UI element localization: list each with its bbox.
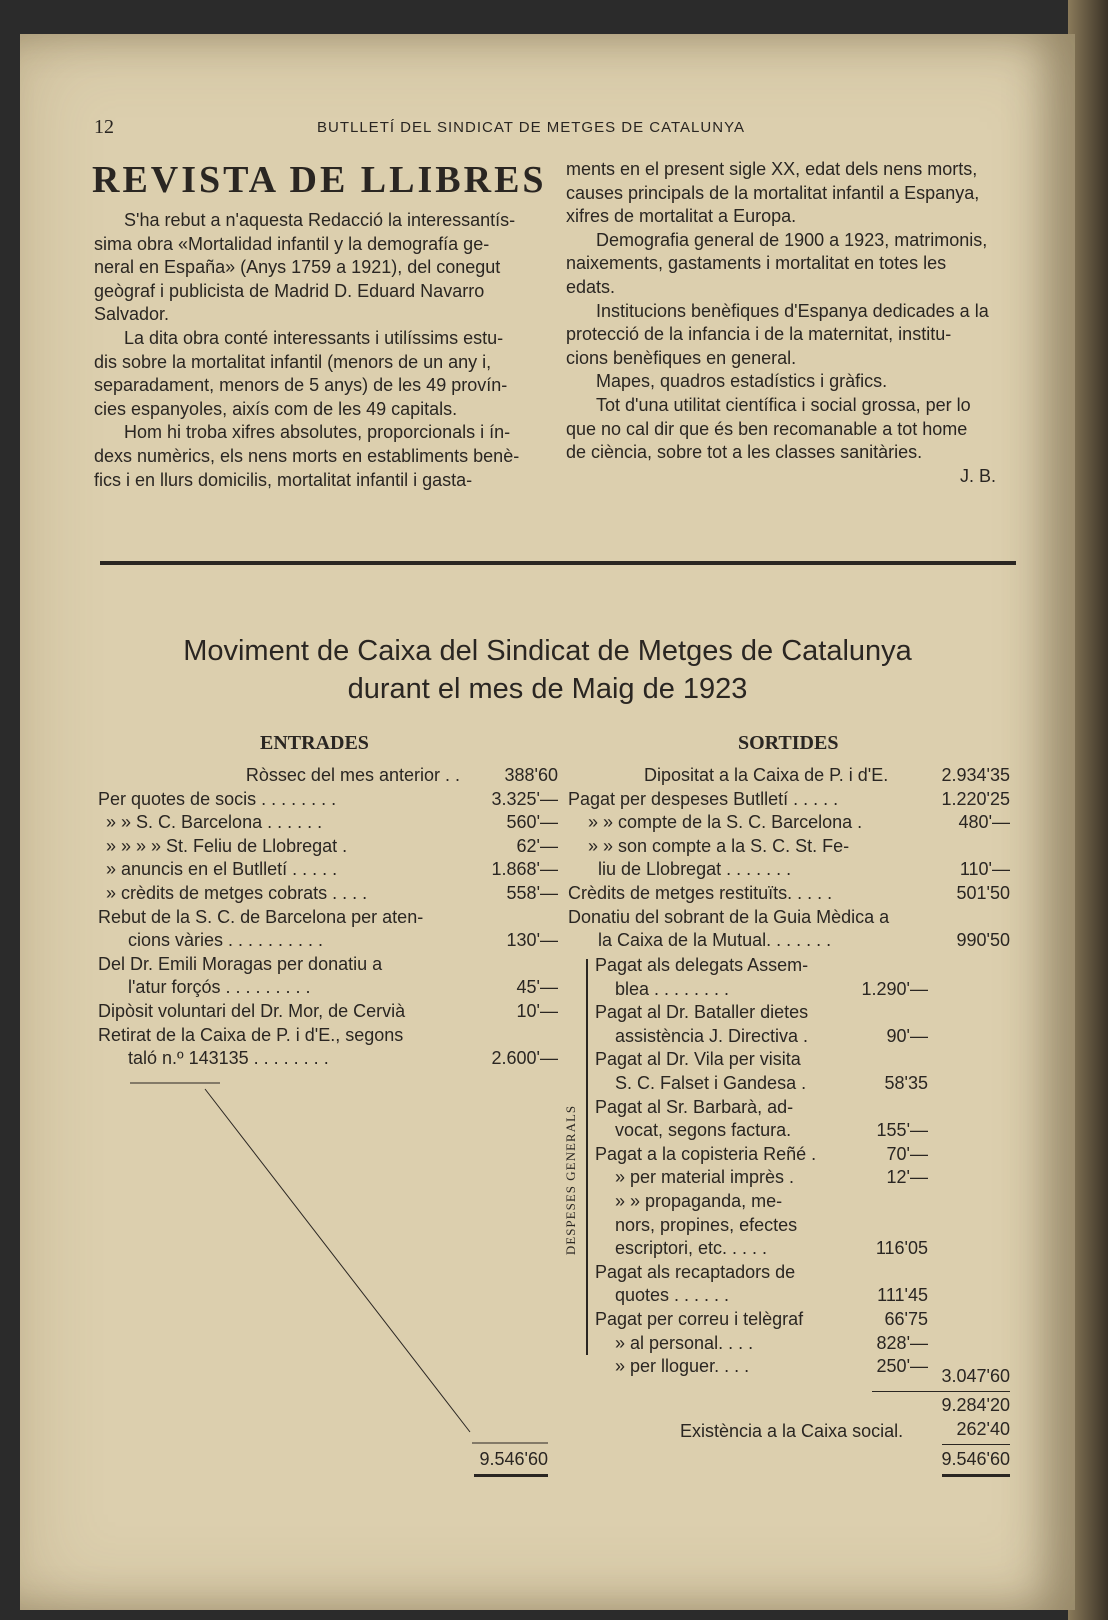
ledger-amount (852, 1261, 928, 1285)
ledger-label: vocat, segons factura. (615, 1120, 792, 1141)
ledger-label: Del Dr. Emili Moragas per donatiu a (98, 953, 383, 974)
ledger-label: assistència J. Directiva . (615, 1025, 809, 1046)
ledger-label: quotes . . . . . . (615, 1285, 730, 1306)
ledger-label: la Caixa de la Mutual. . . . . . . (598, 930, 832, 951)
income-heading: ENTRADES (260, 732, 369, 754)
ledger-label: Dipòsit voluntari del Dr. Mor, de Cervià (98, 1000, 406, 1021)
expense-subtotal: 9.284'20 (941, 1395, 1010, 1415)
ledger-amount: 558'— (506, 882, 558, 903)
ledger-row (595, 1119, 928, 1143)
ledger-row (595, 1261, 928, 1285)
ledger-row (595, 1332, 928, 1356)
ledger-row (595, 1237, 928, 1261)
review-line: S'ha rebut a n'aquesta Redacció la interessantís- (124, 210, 516, 230)
ledger-amount: 58'35 (884, 1072, 928, 1093)
ledger-row (595, 1166, 928, 1190)
ledger-amount: 828'— (876, 1332, 928, 1353)
ledger-label: Pagat al Dr. Vila per visita (595, 1049, 801, 1070)
ledger-amount: 1.220'25 (941, 788, 1010, 809)
expense-table (568, 764, 1010, 953)
ledger-label: Pagat per despeses Butlletí . . . . . (568, 788, 839, 809)
ledger-amount: 501'50 (956, 882, 1010, 903)
ledger-amount: 1.868'— (491, 859, 558, 880)
ledger-row (595, 978, 928, 1002)
ledger-row (568, 906, 1010, 930)
ledger-row (595, 1048, 928, 1072)
ledger-amount: 70'— (886, 1143, 928, 1164)
review-line: Mapes, quadros estadístics i gràfics. (596, 371, 888, 392)
existence-label: Existència a la Caixa social. (680, 1421, 904, 1441)
income-total: 9.546'60 (479, 1449, 548, 1469)
ledger-amount: 111'45 (877, 1285, 928, 1306)
ledger-row (568, 835, 1010, 859)
review-line: naixements, gastaments i mortalitat en totes les (566, 253, 947, 274)
ledger-label: Pagat per correu i telègraf (595, 1308, 804, 1329)
general-expenses-table (595, 954, 928, 1379)
ledger-amount: 2.934'35 (941, 765, 1010, 785)
ledger-label: Pagat al Dr. Bataller dietes (595, 1002, 809, 1023)
ledger-row (595, 1190, 928, 1214)
review-line: fics i en llurs domicilis, mortalitat infantil i gasta- (94, 469, 473, 490)
general-total-underline (872, 1391, 1010, 1392)
ledger-amount (852, 954, 928, 978)
running-title: BUTLLETÍ DEL SINDICAT DE METGES DE CATALUNYA (317, 119, 745, 136)
ledger-label: blea . . . . . . . . (615, 978, 730, 999)
ledger-amount: 110'— (959, 859, 1010, 880)
ledger-label: cions vàries . . . . . . . . . . (128, 930, 324, 951)
ledger-amount (852, 1214, 928, 1238)
ledger-amount: 10'— (516, 1000, 558, 1021)
review-line: cions benèfiques en general. (566, 347, 797, 368)
review-line: neral en España» (Anys 1759 a 1921), del conegut (94, 257, 501, 278)
ledger-amount: 62'— (516, 835, 558, 856)
cash-title-line: durant el mes de Maig de 1923 (347, 673, 748, 705)
ledger-amount: 66'75 (884, 1308, 928, 1329)
ledger-amount: 116'05 (875, 1238, 928, 1259)
review-line: edats. (566, 276, 616, 297)
ledger-amount: 12'— (886, 1167, 928, 1188)
ledger-amount (934, 906, 1010, 930)
review-line: separadament, menors de 5 anys) de les 49 provín- (94, 375, 508, 396)
ledger-row (595, 1214, 928, 1238)
general-expenses-total: 3.047'60 (941, 1366, 1010, 1386)
review-line: xifres de mortalitat a Europa. (566, 206, 797, 227)
ledger-label: » » » » St. Feliu de Llobregat . (106, 835, 348, 856)
ledger-row (595, 954, 928, 978)
expense-heading: SORTIDES (738, 732, 839, 754)
ledger-amount: 388'60 (504, 765, 558, 785)
ledger-label: Per quotes de socis . . . . . . . . (98, 788, 337, 809)
page (20, 34, 1075, 1610)
ledger-label: escriptori, etc. . . . . (615, 1238, 768, 1259)
ledger-row (568, 811, 1010, 835)
ledger-row (595, 1025, 928, 1049)
ledger-amount: 1.290'— (861, 978, 928, 999)
ledger-amount (852, 1190, 928, 1214)
review-line: Salvador. (94, 304, 170, 325)
ledger-label: » per lloguer. . . . (615, 1356, 750, 1377)
ledger-label: taló n.º 143135 . . . . . . . . (128, 1048, 329, 1069)
ledger-label: Donatiu del sobrant de la Guia Mèdica a (568, 906, 890, 927)
ledger-label: » » compte de la S. C. Barcelona . (588, 812, 863, 833)
ledger-label: Retirat de la Caixa de P. i d'E., segons (98, 1024, 404, 1045)
review-line: protecció de la infancia i de la maternitat, institu- (566, 324, 952, 345)
ledger-label: » al personal. . . . (615, 1332, 754, 1353)
expense-total: 9.546'60 (941, 1449, 1010, 1469)
ledger-amount: 155'— (876, 1120, 928, 1141)
review-line: Demografia general de 1900 a 1923, matrimonis, (596, 229, 988, 250)
ledger-label: » » son compte a la S. C. St. Fe- (588, 835, 850, 856)
ledger-amount (934, 835, 1010, 859)
ledger-row (595, 1143, 928, 1167)
ledger-row (595, 1355, 928, 1379)
review-line: dis sobre la mortalitat infantil (menors de un any i, (94, 351, 492, 372)
review-signature: J. B. (959, 465, 996, 486)
ledger-label: Ròssec del mes anterior . . (245, 765, 460, 785)
ledger-label: l'atur forçós . . . . . . . . . (128, 977, 311, 998)
ledger-row (568, 788, 1010, 812)
ledger-label: S. C. Falset i Gandesa . (615, 1072, 807, 1093)
review-line: sima obra «Mortalidad infantil y la demografía ge- (94, 233, 490, 254)
ledger-amount: 990'50 (956, 930, 1010, 951)
ledger-amount: 90'— (886, 1025, 928, 1046)
review-line: Hom hi troba xifres absolutes, proporcionals i ín- (124, 422, 511, 443)
review-line: dexs numèrics, els nens morts en establiments benè- (94, 445, 520, 466)
ledger-row (568, 929, 1010, 953)
ledger-amount: 2.600'— (491, 1048, 558, 1069)
ledger-amount (852, 1048, 928, 1072)
ledger-amount: 130'— (506, 930, 558, 951)
general-expenses-label: DESPESES GENERALS (563, 1104, 578, 1256)
review-line: La dita obra conté interessants i utilíssims estu- (124, 327, 504, 348)
income-total-underline (474, 1474, 548, 1477)
ledger-label: Pagat als delegats Assem- (595, 955, 809, 975)
page-number: 12 (94, 116, 114, 138)
ledger-amount: 560'— (506, 812, 558, 833)
ledger-label: » per material imprès . (615, 1167, 795, 1188)
ledger-row (595, 1001, 928, 1025)
review-line: Tot d'una utilitat científica i social grossa, per lo (596, 394, 971, 415)
ledger-label: Dipositat a la Caixa de P. i d'E. (644, 765, 889, 785)
review-line: geògraf i publicista de Madrid D. Eduard Navarro (94, 280, 485, 301)
ledger-label: » crèdits de metges cobrats . . . . (106, 882, 368, 903)
review-line: ments en el present sigle XX, edat dels nens morts, (566, 159, 978, 179)
ledger-label: Pagat al Sr. Barbarà, ad- (595, 1096, 794, 1117)
ledger-amount: 480'— (958, 812, 1010, 833)
ledger-label: Rebut de la S. C. de Barcelona per aten- (98, 906, 424, 927)
ledger-row (568, 764, 1010, 788)
ledger-amount: 250'— (876, 1356, 928, 1377)
ledger-label: Pagat als recaptadors de (595, 1261, 796, 1282)
ledger-label: » anuncis en el Butlletí . . . . . (106, 859, 338, 880)
ledger-label: » » propaganda, me- (615, 1190, 783, 1211)
cash-title-line: Moviment de Caixa del Sindicat de Metges de Catalunya (183, 635, 912, 667)
ledger-amount (852, 1001, 928, 1025)
existence-amount: 262'40 (956, 1419, 1010, 1439)
review-line: de ciència, sobre tot a les classes sanitàries. (566, 442, 923, 463)
expense-total-overline (942, 1444, 1010, 1445)
ledger-row (595, 1284, 928, 1308)
ledger-label: liu de Llobregat . . . . . . . (598, 859, 792, 880)
ledger-amount: 45'— (516, 977, 558, 998)
review-line: Institucions benèfiques d'Espanya dedicades a la (596, 300, 989, 321)
ledger-amount (852, 1096, 928, 1120)
ledger-row (595, 1096, 928, 1120)
ledger-label: nors, propines, efectes (615, 1214, 798, 1235)
general-expenses-brace (586, 959, 588, 1355)
review-line: que no cal dir que és ben recomanable a tot home (566, 418, 968, 439)
ledger-row (595, 1072, 928, 1096)
ledger-row (568, 882, 1010, 906)
ledger-label: Crèdits de metges restituïts. . . . . (568, 882, 833, 903)
ledger-label: Pagat a la copisteria Reñé . (595, 1143, 817, 1164)
ledger-amount: 3.325'— (491, 788, 558, 809)
review-heading: REVISTA DE LLIBRES (92, 159, 547, 201)
ledger-label: » » S. C. Barcelona . . . . . . (106, 812, 323, 833)
expense-total-underline (942, 1474, 1010, 1477)
review-line: causes principals de la mortalitat infantil a Espanya, (566, 182, 980, 203)
review-line: cies espanyoles, aixís com de les 49 capitals. (94, 398, 458, 419)
ledger-row (568, 858, 1010, 882)
ledger-row (595, 1308, 928, 1332)
